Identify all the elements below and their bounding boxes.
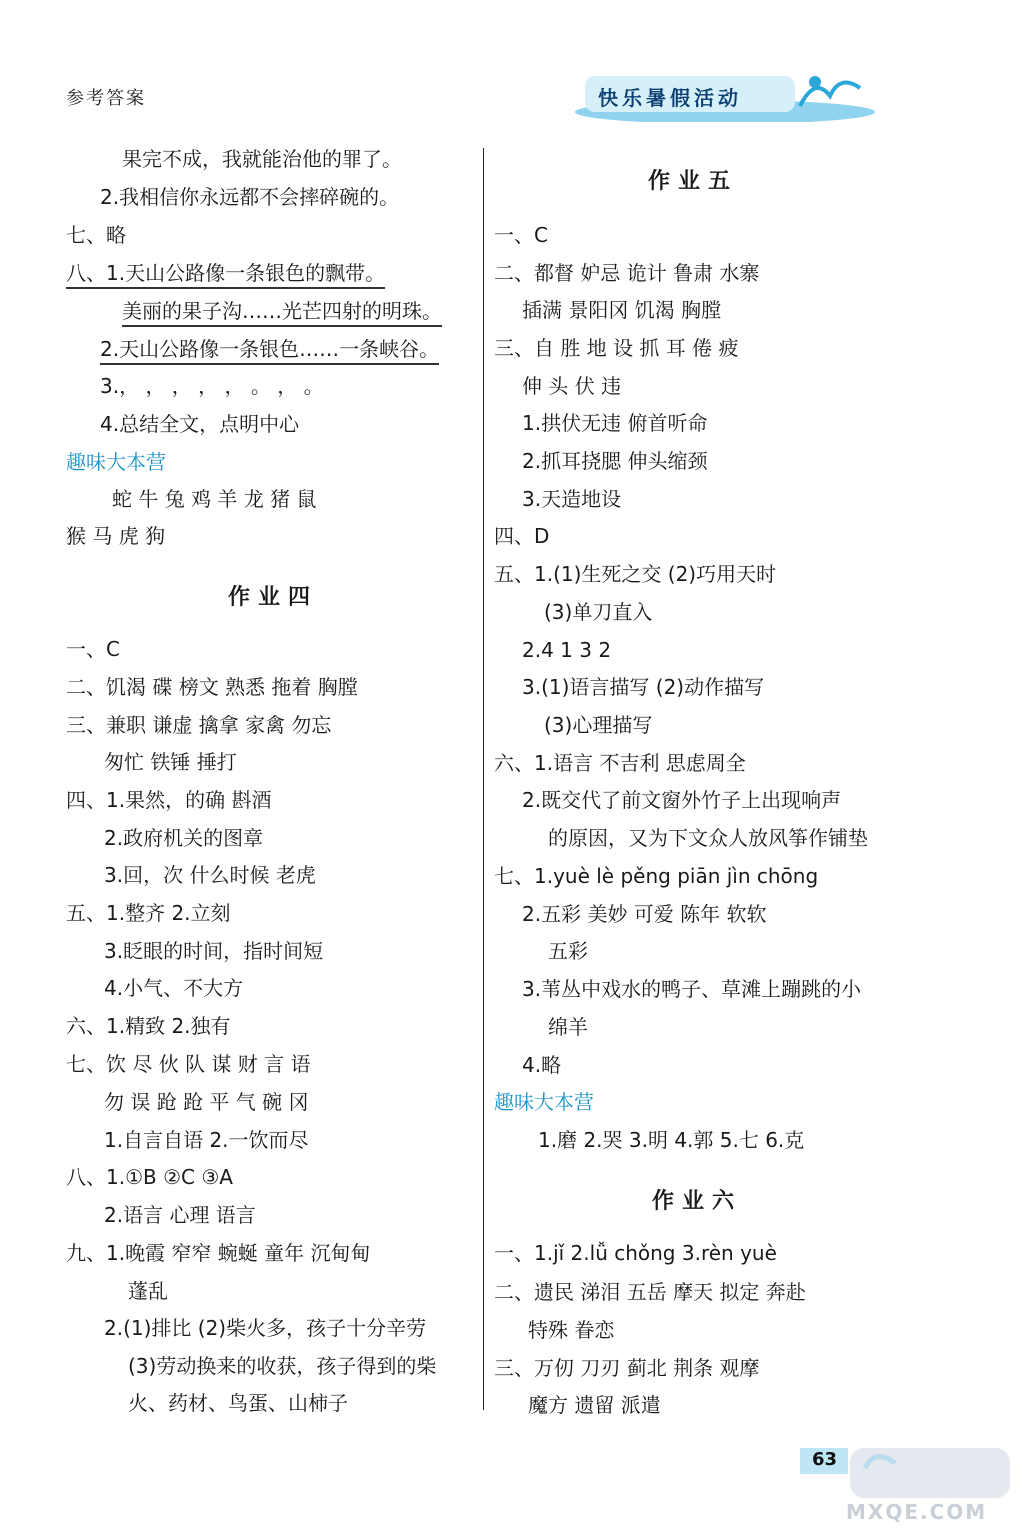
text-line: 2.抓耳挠腮 伸头缩颈 [522,449,708,473]
text-line: 一、1.jǐ 2.lǚ chǒng 3.rèn yuè [494,1241,777,1265]
text-line: 五彩 [548,939,588,963]
text-line: 4.略 [522,1053,562,1077]
text-line: 2.4 1 3 2 [522,638,612,662]
text-line: 二、饥渴 碟 榜文 熟悉 拖着 胸膛 [66,675,358,699]
text-line: 二、遗民 涕泪 五岳 摩天 拟定 奔赴 [494,1280,806,1304]
text-line: 3.， ， ， ， ， 。 ， 。 [100,374,324,398]
text-line: 七、1.yuè lè pěng piān jìn chōng [494,864,819,888]
text-line: 三、兼职 谦虚 擒拿 家禽 勿忘 [66,713,332,737]
text-line: 魔方 遗留 派遣 [528,1393,661,1417]
page-label: 参考答案 [66,88,146,109]
text-line: (3)心理描写 [544,713,653,737]
text-line: 七、饮 尽 伙 队 谋 财 言 语 [66,1052,311,1076]
text-line: 2.政府机关的图章 [104,826,264,850]
section-label: 趣味大本营 [66,450,166,474]
text-line: 的原因，又为下文众人放风筝作铺垫 [548,826,868,850]
watermark-text: MXQE.COM [846,1500,988,1524]
page-number: 63 [812,1449,838,1470]
text-line: 美丽的果子沟……光芒四射的明珠。 [122,298,442,324]
text-line: 四、D [494,524,550,548]
text-line: 4.小气、不大方 [104,976,244,1000]
text-line: 插满 景阳冈 饥渴 胸膛 [522,298,722,322]
text-line: 三、万仞 刀刃 蓟北 荆条 观摩 [494,1356,760,1380]
text-line: 六、1.精致 2.独有 [66,1014,231,1038]
text-line: 1.自言自语 2.一饮而尽 [104,1128,309,1152]
text-line: 四、1.果然，的确 斟酒 [66,788,272,812]
text-line: (3)劳动换来的收获，孩子得到的柴 [128,1354,437,1378]
text-line: 2.五彩 美妙 可爱 陈年 软软 [522,902,767,926]
text-line: 3.苇丛中戏水的鸭子、草滩上蹦跳的小 [522,977,862,1001]
text-line: 二、都督 妒忌 诡计 鲁肃 水寨 [494,261,760,285]
banner-title: 快乐暑假活动 [598,86,742,110]
text-line: 3.天造地设 [522,487,622,511]
text-line: 伸 头 伏 违 [522,374,622,398]
text-line: 一、C [494,223,548,247]
section-heading: 作业六 [652,1189,743,1214]
text-line: 猴 马 虎 狗 [66,524,166,548]
text-line: 蓬乱 [128,1279,168,1303]
text-line: 勿 误 跄 跄 平 气 碗 冈 [104,1090,309,1114]
text-line: 2.我相信你永远都不会摔碎碗的。 [100,185,400,209]
text-line: 匆忙 铁锤 捶打 [104,750,237,774]
text-line: 3.眨眼的时间，指时间短 [104,939,324,963]
text-line: 八、1.天山公路像一条银色的飘带。 [66,260,385,286]
section-heading: 作业五 [648,169,739,194]
text-line: 九、1.晚霞 窄窄 蜿蜒 童年 沉甸甸 [66,1241,371,1265]
text-line: 1.磨 2.哭 3.明 4.郭 5.七 6.克 [538,1128,805,1152]
section-heading: 作业四 [228,585,319,610]
text-line: (3)单刀直入 [544,600,653,624]
text-line: 八、1.①B ②C ③A [66,1165,233,1189]
text-line: 2.语言 心理 语言 [104,1203,256,1227]
text-line: 火、药材、鸟蛋、山柿子 [128,1391,348,1415]
text-line: 2.天山公路像一条银色……一条峡谷。 [100,336,439,362]
column-divider [483,148,484,1410]
text-line: 五、1.整齐 2.立刻 [66,901,231,925]
text-line: 蛇 牛 兔 鸡 羊 龙 猪 鼠 [112,487,317,511]
text-line: 2.既交代了前文窗外竹子上出现响声 [522,788,842,812]
text-line: 1.拱伏无违 俯首听命 [522,411,708,435]
section-label: 趣味大本营 [494,1090,594,1114]
text-line: 4.总结全文，点明中心 [100,412,300,436]
text-line: 六、1.语言 不吉利 思虑周全 [494,751,746,775]
text-line: 特殊 眷恋 [528,1318,615,1342]
text-line: 七、略 [66,223,126,247]
text-line: 五、1.(1)生死之交 (2)巧用天时 [494,562,777,586]
text-line: 3.(1)语言描写 (2)动作描写 [522,675,765,699]
text-line: 三、自 胜 地 设 抓 耳 倦 疲 [494,336,739,360]
text-line: 一、C [66,637,120,661]
text-line: 果完不成，我就能治他的罪了。 [122,147,402,171]
text-line: 3.回，次 什么时候 老虎 [104,863,316,887]
text-line: 2.(1)排比 (2)柴火多，孩子十分辛劳 [104,1316,427,1340]
text-line: 绵羊 [548,1015,588,1039]
